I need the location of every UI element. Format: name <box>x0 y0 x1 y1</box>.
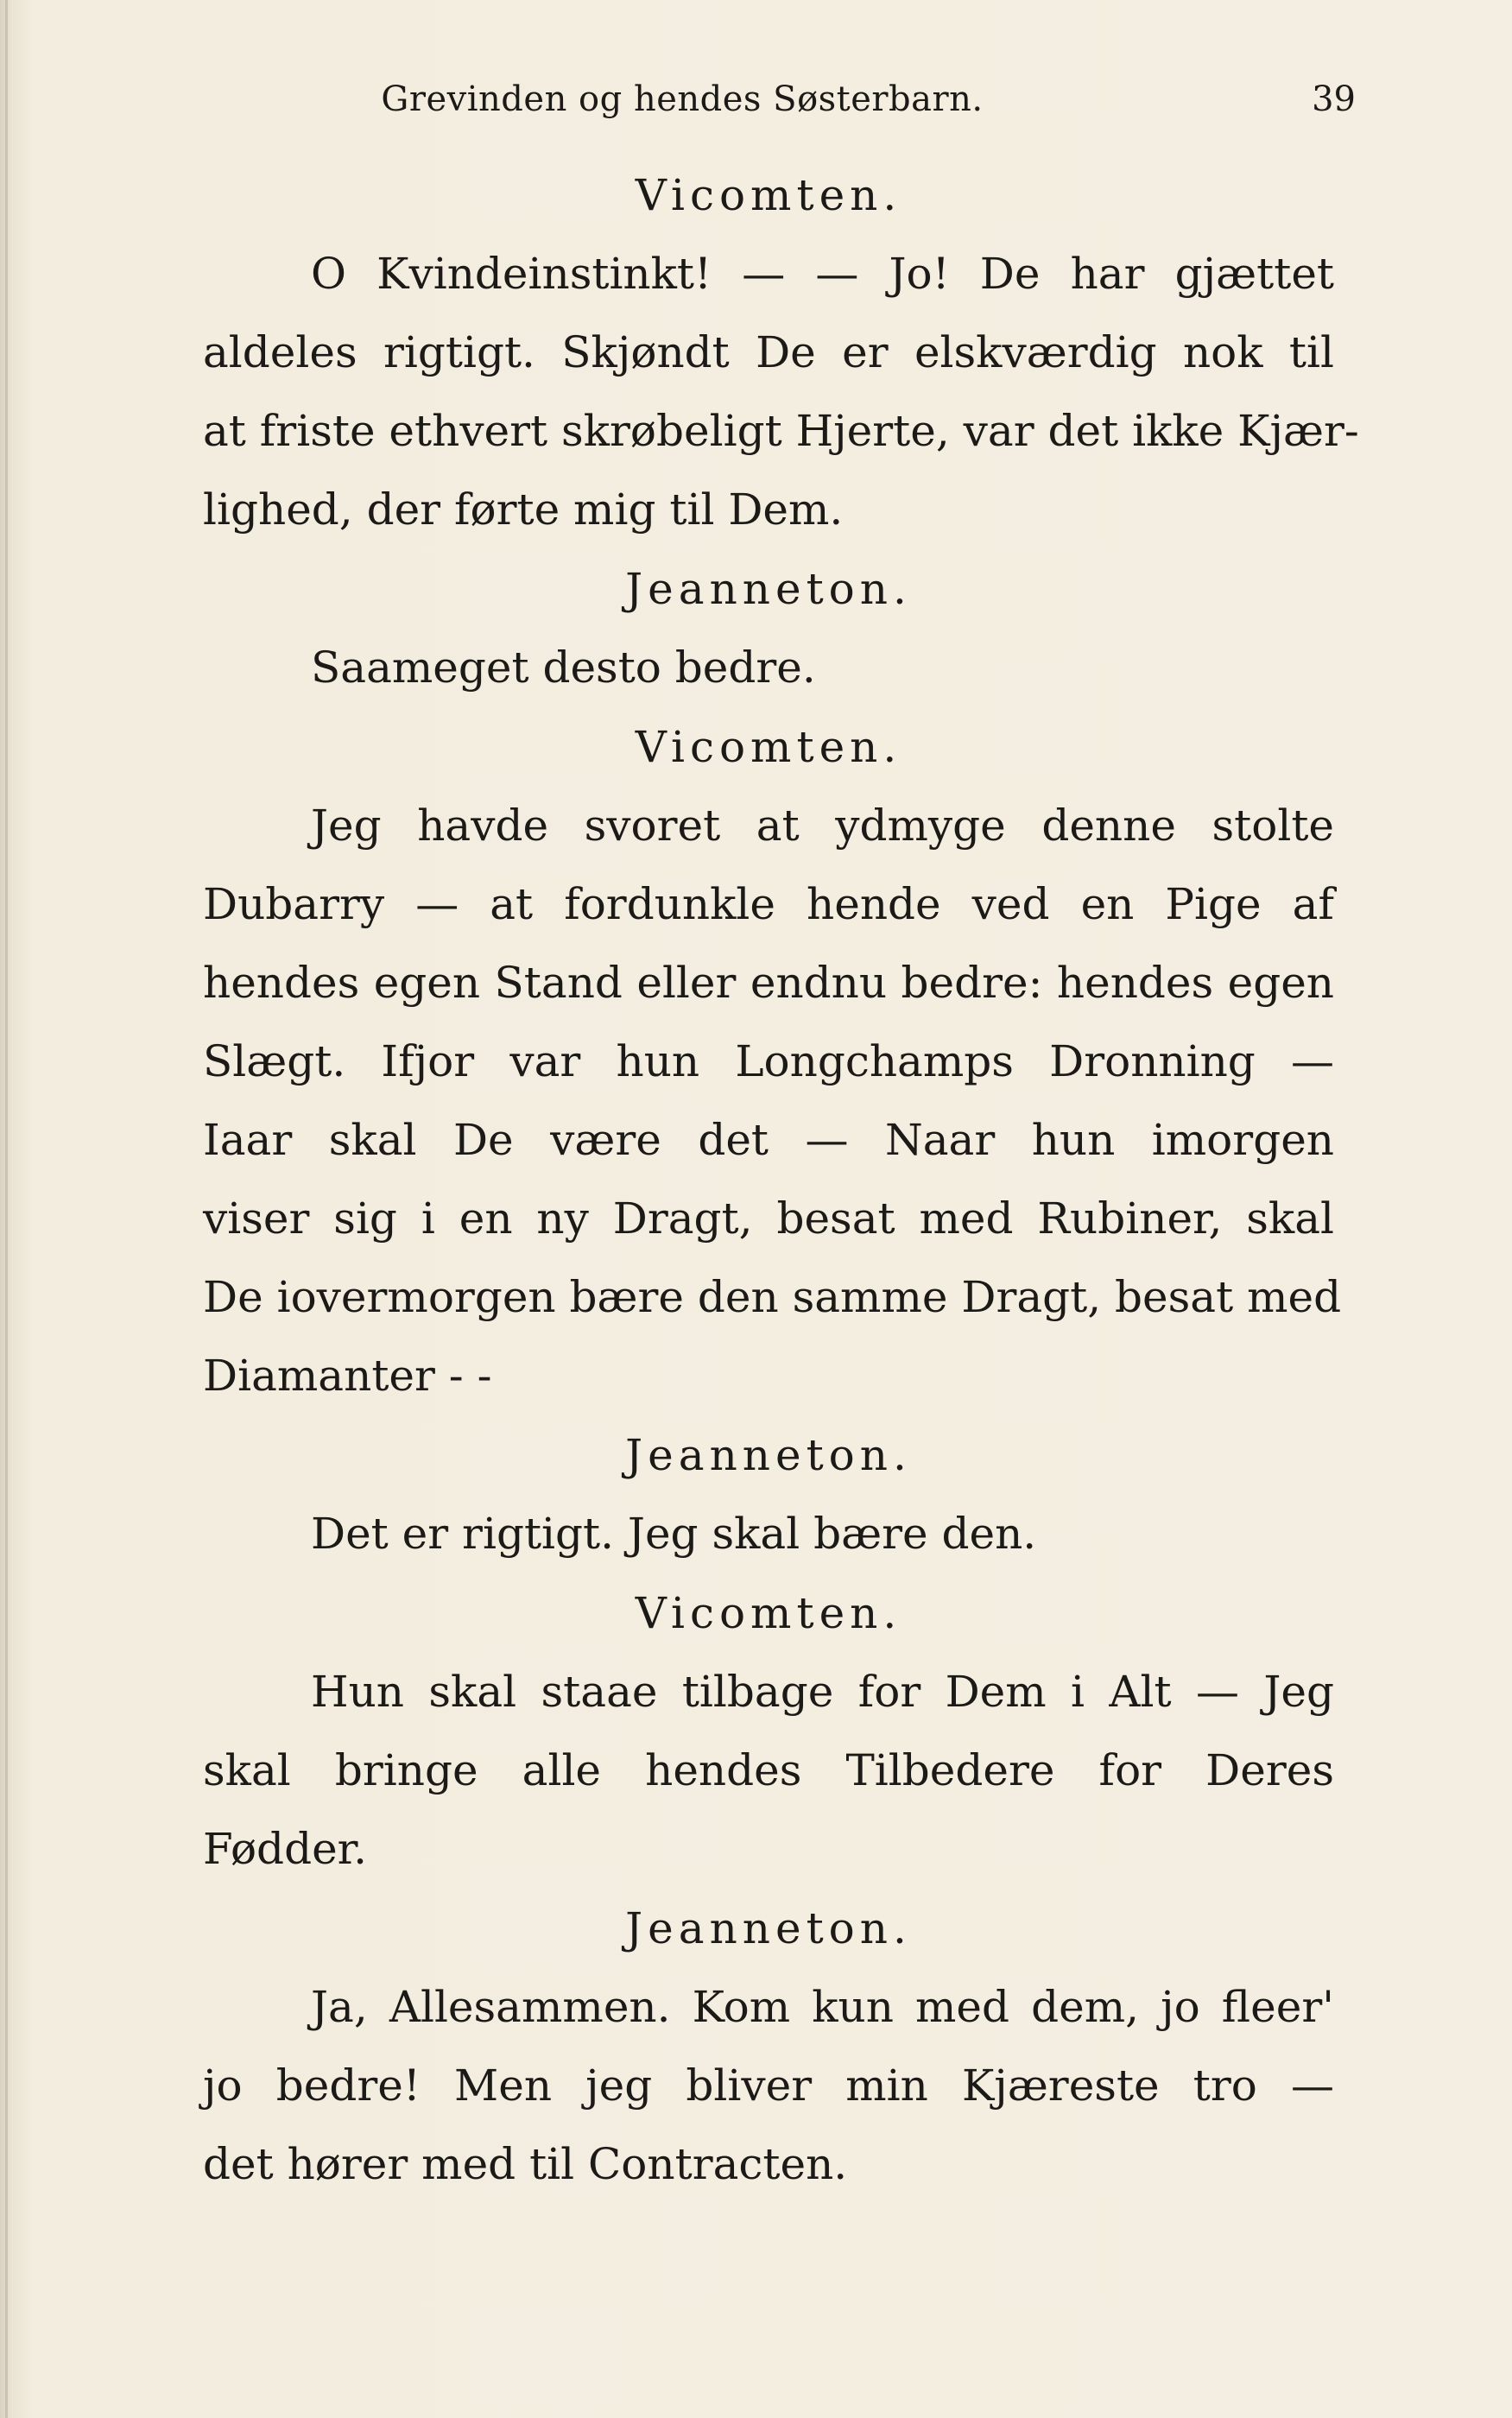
text-line: skal bringe alle hendes Tilbedere for Deres <box>203 1745 1334 1795</box>
page-header <box>199 79 1356 131</box>
speaker-name: Jeanneton. <box>625 564 912 614</box>
page-number: 39 <box>1312 79 1356 119</box>
text-line: De iovermorgen bære den samme Dragt, besat med <box>203 1272 1342 1322</box>
text-line: Ja, Allesammen. Kom kun med dem, jo fleer' <box>311 1982 1334 2032</box>
text-line: at friste ethvert skrøbeligt Hjerte, var det ikke Kjær- <box>203 406 1359 456</box>
speaker-name: Jeanneton. <box>625 1430 912 1480</box>
text-line: Dubarry — at fordunkle hende ved en Pige af <box>203 879 1334 929</box>
text-line: O Kvindeinstinkt! — — Jo! De har gjættet <box>311 249 1334 299</box>
text-line: jo bedre! Men jeg bliver min Kjæreste tro — <box>203 2060 1334 2111</box>
text-line: Saameget desto bedre. <box>311 642 816 693</box>
text-line: viser sig i en ny Dragt, besat med Rubiner, skal <box>203 1193 1334 1244</box>
page-gutter <box>5 0 8 2418</box>
speaker-name: Jeanneton. <box>625 1903 912 1953</box>
text-line: aldeles rigtigt. Skjøndt De er elskværdig nok til <box>203 327 1334 377</box>
text-line: Iaar skal De være det — Naar hun imorgen <box>203 1115 1334 1165</box>
text-line: Slægt. Ifjor var hun Longchamps Dronning — <box>203 1036 1334 1086</box>
text-line: Fødder. <box>203 1824 367 1874</box>
text-line: lighed, der førte mig til Dem. <box>203 484 844 535</box>
dialogue-text <box>203 155 1359 2204</box>
text-line: det hører med til Contracten. <box>203 2139 848 2189</box>
speaker-name: Vicomten. <box>635 170 902 220</box>
text-line: Det er rigtigt. Jeg skal bære den. <box>311 1509 1037 1559</box>
text-line: hendes egen Stand eller endnu bedre: hendes egen <box>203 958 1334 1008</box>
speaker-name: Vicomten. <box>635 722 902 772</box>
running-title: Grevinden og hendes Søsterbarn. <box>381 79 984 119</box>
speaker-name: Vicomten. <box>635 1588 902 1638</box>
text-line: Diamanter - - <box>203 1351 492 1401</box>
text-line: Jeg havde svoret at ydmyge denne stolte <box>311 801 1334 851</box>
text-line: Hun skal staae tilbage for Dem i Alt — Jeg <box>311 1667 1334 1717</box>
